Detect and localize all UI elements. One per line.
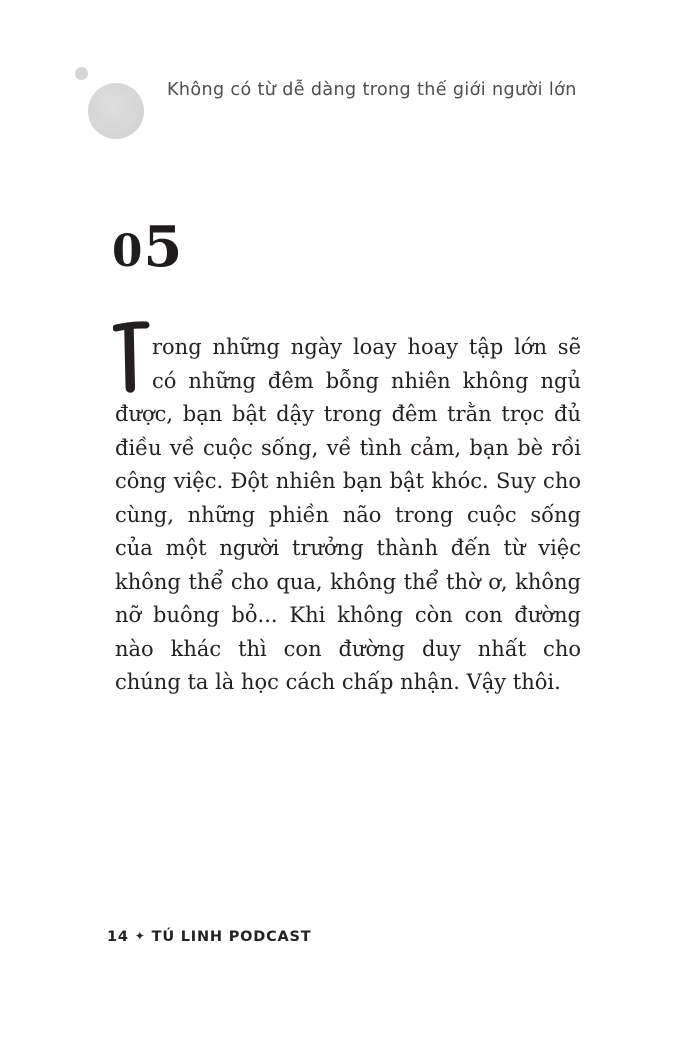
drop-cap-letter <box>115 331 152 398</box>
body-paragraph-block <box>115 331 581 700</box>
running-header-title: Không có từ dễ dàng trong thế giới người lớn <box>167 80 577 100</box>
sparkle-icon: ✦ <box>134 929 146 943</box>
drop-cap-t-shape <box>113 318 151 398</box>
page-number: 14 <box>107 929 129 945</box>
chapter-number: 05 <box>112 214 184 280</box>
page-footer <box>107 929 312 945</box>
podcast-brand: TÚ LINH PODCAST <box>151 929 312 945</box>
decorative-dot-icon <box>75 67 88 80</box>
body-paragraph: rong những ngày loay hoay tập lớn sẽ có những đêm bỗng nhiên không ngủ được, bạn bật dậy trong đêm trằn trọc đủ điều về cuộc sống, về tình cảm, bạn bè rồi công việc. Đột nhiên bạn bật khóc. Suy cho cùng, những phiền não trong cuộc sống của một người trưởng thành đến từ việc không thể cho qua, không thể thờ ơ, không nỡ buông bỏ... Khi không còn con đường nào khác thì con đường duy nhất cho chúng ta là học cách chấp nhận. Vậy thôi. <box>115 335 581 694</box>
decorative-circle-icon <box>88 83 144 139</box>
